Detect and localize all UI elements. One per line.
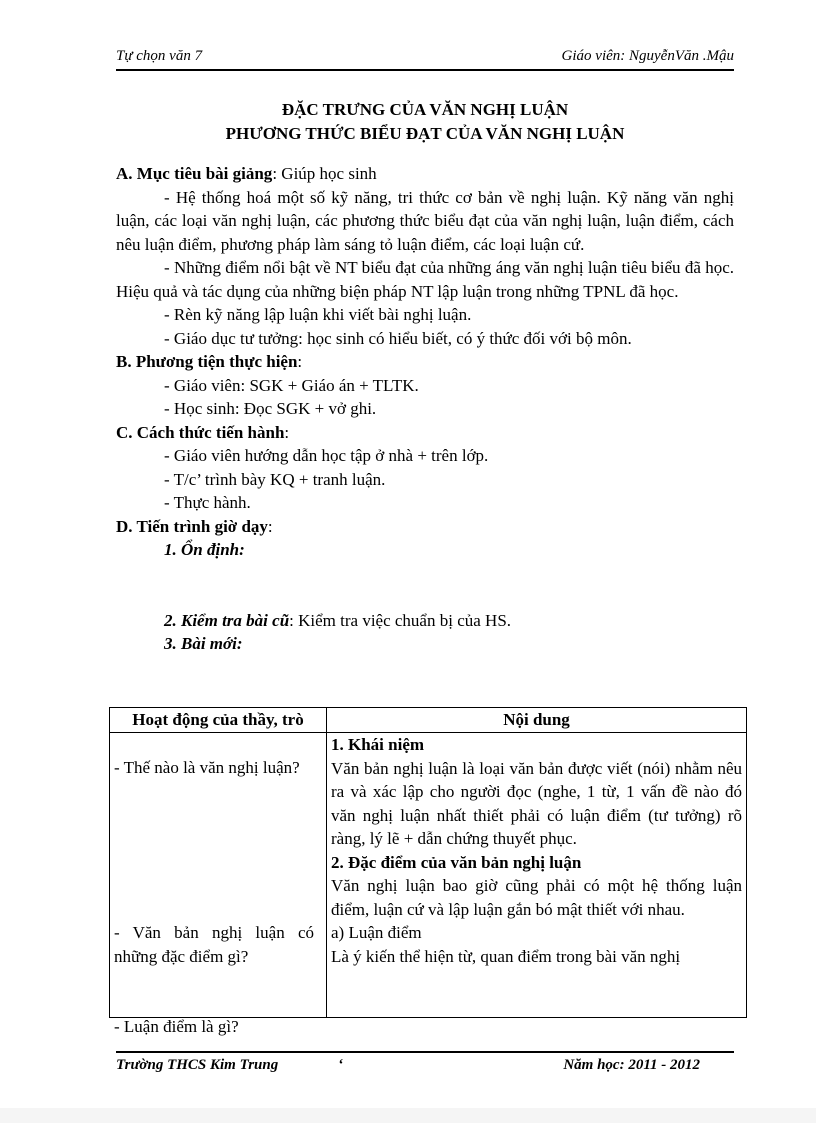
document-subtitle: PHƯƠNG THỨC BIỂU ĐẠT CỦA VĂN NGHỊ LUẬN xyxy=(225,124,625,143)
header-subject: Tự chọn văn 7 xyxy=(116,48,203,64)
header-teacher: Giáo viên: NguyễnVăn .Mậu xyxy=(561,48,734,64)
section-c-item: - T/c’ trình bày KQ + tranh luận. xyxy=(164,469,386,489)
footer-mark: ‘ xyxy=(338,1057,343,1073)
section-d-heading: D. Tiến trình giờ dạy: xyxy=(116,516,273,536)
content-heading-1: 1. Khái niệm xyxy=(331,735,425,754)
section-b-item: - Giáo viên: SGK + Giáo án + TLTK. xyxy=(164,375,419,395)
page-header xyxy=(116,48,734,68)
footer-school: Trường THCS Kim Trung xyxy=(116,1057,279,1073)
section-c-heading: C. Cách thức tiến hành: xyxy=(116,422,290,442)
lesson-table xyxy=(109,707,747,1036)
table-row xyxy=(110,733,747,1018)
step-1: 1. Ổn định: xyxy=(164,540,245,559)
section-a-paragraph: - Giáo dục tư tưởng: học sinh có hiểu biết, có ý thức đối với bộ môn. xyxy=(164,328,632,348)
question-3: - Luận điểm là gì? xyxy=(114,1017,239,1036)
activity-cell xyxy=(110,733,327,1036)
page-edge xyxy=(0,1108,816,1123)
col-content-header: Nội dung xyxy=(327,708,747,733)
content-text-1: Văn bản nghị luận là loại văn bản được viết (nói) nhằm nêu ra và xác lập cho người đọc (nghe, 1 từ, 1 vấn đề nào đó văn nghị luận nhất thiết phải có luận điểm (tư tưởng) rõ ràng, lý lẽ + dẫn chứng thuyết phục. xyxy=(331,758,742,848)
header-divider xyxy=(116,69,734,71)
section-a-paragraph: - Những điểm nổi bật về NT biểu đạt của những áng văn nghị luận tiêu biểu đã học. Hiệu quả và tác dụng của những biện pháp NT lập luận trong những TPNL đã học. xyxy=(116,258,734,301)
question-1: - Thế nào là văn nghị luận? xyxy=(114,758,300,777)
section-a-paragraph: - Rèn kỹ năng lập luận khi viết bài nghị luận. xyxy=(164,305,472,324)
content-heading-2: 2. Đặc điểm của văn bản nghị luận xyxy=(331,852,582,872)
section-a-paragraph: - Hệ thống hoá một số kỹ năng, tri thức cơ bản về nghị luận. Kỹ năng văn nghị luận, các loại văn nghị luận, các phương thức biểu đạt của văn nghị luận, luận điểm, cách nêu luận điểm, phương pháp làm sáng tỏ luận điểm, các loại luận cứ. xyxy=(116,187,734,254)
table-header-row xyxy=(110,708,747,733)
section-b-heading: B. Phương tiện thực hiện: xyxy=(116,352,303,371)
section-c-item: - Thực hành. xyxy=(164,493,251,512)
question-2: - Văn bản nghị luận có những đặc điểm gì? xyxy=(114,923,314,966)
content-cell xyxy=(327,733,747,1018)
footer-divider xyxy=(116,1051,734,1053)
content-text-2: Văn nghị luận bao giờ cũng phải có một hệ thống luận điểm, luận cứ và lập luận gắn bó mật thiết với nhau. xyxy=(331,876,742,919)
content-subheading-a: a) Luận điểm xyxy=(331,923,422,942)
step-2: 2. Kiểm tra bài cũ: Kiểm tra việc chuẩn bị của HS. xyxy=(164,610,512,630)
document-title: ĐẶC TRƯNG CỦA VĂN NGHỊ LUẬN xyxy=(281,100,569,119)
section-a-heading: A. Mục tiêu bài giảng: Giúp học sinh xyxy=(116,164,377,183)
step-3: 3. Bài mới: xyxy=(164,634,243,653)
document-body xyxy=(116,162,734,656)
footer-year: Năm học: 2011 - 2012 xyxy=(563,1057,700,1073)
col-activity-header: Hoạt động của thầy, trò xyxy=(110,708,327,733)
content-text-3: Là ý kiến thể hiện từ, quan điểm trong bài văn nghị xyxy=(331,946,681,966)
section-b-item: - Học sinh: Đọc SGK + vở ghi. xyxy=(164,399,377,418)
section-c-item: - Giáo viên hướng dẫn học tập ở nhà + trên lớp. xyxy=(164,446,489,465)
